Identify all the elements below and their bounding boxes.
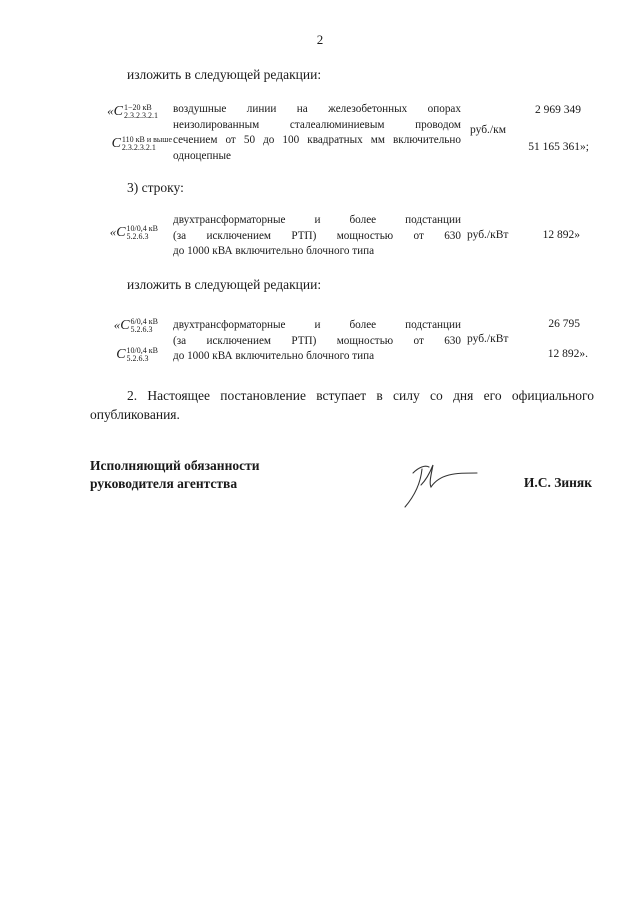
value-block-1-b: 51 165 361»; (528, 141, 589, 153)
code-1-20kv (90, 103, 158, 120)
description-line: двухтрансформаторные и более подстанции (173, 214, 461, 226)
code-superscript: 110 кВ и выше (121, 135, 172, 145)
code-indices (122, 136, 172, 152)
paragraph-line: опубликования. (90, 407, 180, 422)
code-symbol: C (116, 225, 126, 240)
description-line: (за исключением РТП) мощностью от 630 (173, 229, 461, 242)
description-line: неизолированным сталеалюминиевым проводом (173, 118, 461, 131)
code-symbol: C (113, 104, 123, 119)
description-line: до 1000 кВА включительно блочного типа (173, 350, 375, 362)
signatory-title-line: Исполняющий обязанности (90, 458, 260, 473)
code-indices (127, 347, 158, 363)
code-subscript: 5.2.6.3 (126, 354, 149, 364)
unit-block-1: руб./км (470, 124, 506, 136)
description-line: воздушные линии на железобетонных опорах (173, 103, 461, 115)
code-indices (131, 318, 158, 334)
code-subscript: 5.2.6.3 (126, 232, 149, 242)
unit-block-2: руб./кВт (467, 229, 509, 241)
quote-open: « (107, 103, 114, 118)
handwritten-signature (395, 455, 485, 515)
description-line: одноцепные (173, 149, 231, 162)
code-indices (124, 104, 158, 120)
code-superscript: 10/0,4 кВ (126, 346, 158, 356)
value-block-3-a: 26 795 (548, 318, 580, 330)
signatory-title-line: руководителя агентства (90, 476, 238, 491)
code-subscript: 5.2.6.3 (130, 325, 153, 335)
code-superscript: 6/0,4 кВ (130, 317, 158, 327)
code-superscript: 10/0,4 кВ (126, 224, 158, 234)
quote-open: « (109, 224, 117, 239)
paragraph-line: 2. Настоящее постановление вступает в силу со дня его официального (127, 388, 594, 403)
code-subscript: 2.3.2.3.2.1 (124, 111, 158, 121)
description-block-2 (173, 213, 461, 260)
code-6-04kv (90, 317, 158, 334)
intro-text-1: изложить в следующей редакции: (127, 67, 322, 82)
code-symbol: C (120, 318, 130, 333)
value-block-1-a: 2 969 349 (535, 104, 581, 116)
code-110kv (82, 135, 172, 152)
section-3-heading: 3) строку: (127, 180, 184, 195)
code-10-04kv (90, 224, 158, 241)
description-line: до 1000 кВА включительно блочного типа (173, 245, 375, 257)
code-10-04kv-new (90, 346, 158, 363)
description-block-3 (173, 318, 461, 365)
description-block-1 (173, 102, 461, 164)
signatory-title (90, 457, 260, 493)
effective-date-paragraph (90, 386, 594, 424)
code-superscript: 1−20 кВ (124, 103, 152, 113)
description-line: (за исключением РТП) мощностью от 630 (173, 334, 461, 347)
unit-block-3: руб./кВт (467, 333, 509, 345)
code-symbol: C (116, 347, 126, 362)
value-block-2: 12 892» (542, 229, 580, 241)
quote-open: « (113, 317, 121, 332)
code-indices (127, 225, 158, 241)
intro-text-2: изложить в следующей редакции: (127, 277, 322, 292)
description-line: двухтрансформаторные и более подстанции (173, 319, 461, 331)
value-block-3-b: 12 892». (547, 348, 588, 360)
code-subscript: 2.3.2.3.2.1 (121, 143, 156, 153)
description-line: сечением от 50 до 100 квадратных мм включительно (173, 134, 461, 146)
code-symbol: C (111, 136, 121, 151)
page-number: 2 (316, 32, 324, 47)
signatory-name: И.С. Зиняк (523, 475, 592, 490)
